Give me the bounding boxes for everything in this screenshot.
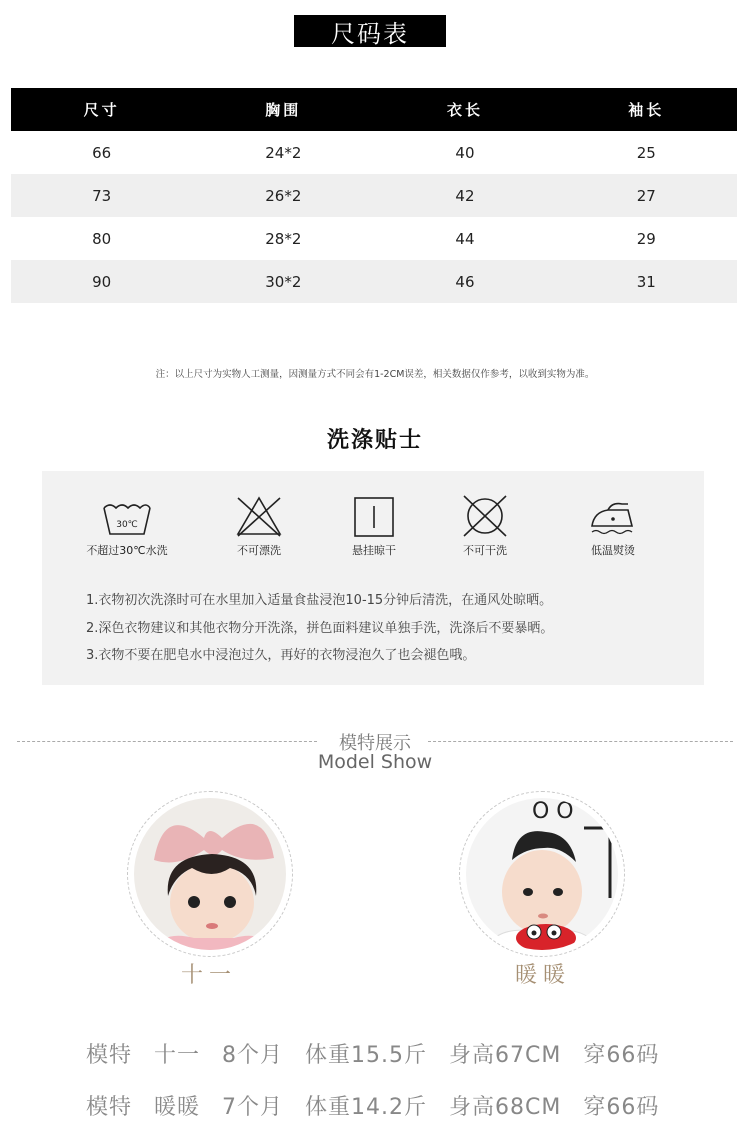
model-info-2 bbox=[86, 1090, 673, 1121]
info-label: 模特 bbox=[86, 1043, 133, 1068]
care-label-no-dry-clean: 不可干洗 bbox=[463, 544, 507, 557]
model-photo-image-1 bbox=[134, 798, 286, 950]
header-size: 尺寸 bbox=[11, 88, 192, 131]
model-photo-2 bbox=[459, 791, 625, 957]
care-item-no-dry-clean bbox=[425, 494, 545, 558]
cell-chest: 30*2 bbox=[192, 260, 374, 303]
care-item-wash bbox=[67, 494, 187, 558]
tip-item: 1.衣物初次洗涤时可在水里加入适量食盐浸泡10-15分钟后清洗，在通风处晾晒。 bbox=[86, 593, 553, 608]
care-label-low-iron: 低温熨烫 bbox=[591, 544, 635, 557]
size-table bbox=[11, 88, 737, 303]
care-label-wash: 不超过30℃水洗 bbox=[86, 544, 168, 557]
info-size: 穿66码 bbox=[583, 1043, 660, 1068]
model-photo-1 bbox=[127, 791, 293, 957]
info-height: 身高67CM bbox=[449, 1043, 562, 1068]
no-dry-clean-icon bbox=[458, 494, 512, 538]
model-name-1: 十一 bbox=[180, 963, 237, 988]
model-name-2: 暖暖 bbox=[514, 963, 571, 988]
cell-sleeve: 29 bbox=[636, 229, 656, 248]
model-show-title-en: Model Show bbox=[317, 751, 433, 773]
cell-size: 90 bbox=[11, 260, 192, 303]
header-chest: 胸围 bbox=[192, 88, 374, 131]
care-label-hang-dry: 悬挂晾干 bbox=[352, 544, 396, 557]
table-row bbox=[11, 174, 737, 217]
care-item-no-bleach bbox=[199, 494, 319, 558]
baby-boy-illustration bbox=[466, 798, 618, 950]
no-bleach-icon bbox=[232, 494, 286, 538]
table-row bbox=[11, 217, 737, 260]
tip-item: 3.衣物不要在肥皂水中浸泡过久，再好的衣物浸泡久了也会褪色哦。 bbox=[86, 648, 476, 663]
info-age: 8个月 bbox=[222, 1043, 284, 1068]
care-item-low-iron bbox=[553, 494, 673, 558]
info-size: 穿66码 bbox=[583, 1095, 660, 1120]
measurement-note: 注：以上尺寸为实物人工测量，因测量方式不同会有1-2CM误差，相关数据仅作参考，以收到实物为准。 bbox=[155, 369, 595, 380]
cell-chest: 26*2 bbox=[192, 174, 374, 217]
size-chart-title: 尺码表 bbox=[294, 15, 446, 47]
cell-length: 40 bbox=[455, 143, 475, 162]
cell-sleeve: 27 bbox=[556, 174, 737, 217]
info-weight: 体重15.5斤 bbox=[305, 1043, 428, 1068]
care-item-hang-dry bbox=[314, 494, 434, 558]
hang-dry-icon bbox=[347, 494, 401, 538]
cell-length: 46 bbox=[374, 260, 555, 303]
model-info-1 bbox=[86, 1038, 673, 1069]
cell-chest: 24*2 bbox=[265, 143, 302, 162]
cell-sleeve: 31 bbox=[556, 260, 737, 303]
svg-text:O O: O O bbox=[532, 799, 574, 824]
cell-length: 42 bbox=[374, 174, 555, 217]
table-row bbox=[11, 260, 737, 303]
info-name: 十一 bbox=[154, 1043, 201, 1068]
table-row bbox=[11, 131, 737, 174]
wash-temp: 30℃ bbox=[116, 520, 138, 530]
wash-30-icon bbox=[100, 494, 154, 538]
model-show-title-cn: 模特展示 bbox=[339, 733, 411, 754]
cell-chest: 28*2 bbox=[265, 229, 302, 248]
cell-length: 44 bbox=[455, 229, 475, 248]
info-label: 模特 bbox=[86, 1095, 133, 1120]
model-photo-image-2 bbox=[466, 798, 618, 950]
header-length: 衣长 bbox=[374, 88, 555, 131]
care-label-no-bleach: 不可漂洗 bbox=[237, 544, 281, 557]
cell-size: 73 bbox=[11, 174, 192, 217]
table-header-row bbox=[11, 88, 737, 131]
washing-tips bbox=[86, 587, 553, 670]
care-icons bbox=[42, 494, 704, 574]
info-name: 暖暖 bbox=[154, 1095, 201, 1120]
info-weight: 体重14.2斤 bbox=[305, 1095, 428, 1120]
header-sleeve: 袖长 bbox=[556, 88, 737, 131]
tip-item: 2.深色衣物建议和其他衣物分开洗涤，拼色面料建议单独手洗，洗涤后不要暴晒。 bbox=[86, 620, 554, 636]
baby-girl-illustration bbox=[134, 798, 286, 950]
low-temp-iron-icon bbox=[586, 494, 640, 538]
cell-size: 80 bbox=[92, 229, 112, 248]
info-height: 身高68CM bbox=[449, 1095, 562, 1120]
cell-size: 66 bbox=[92, 143, 112, 162]
info-age: 7个月 bbox=[222, 1095, 284, 1120]
cell-sleeve: 25 bbox=[636, 143, 656, 162]
washing-title: 洗涤贴士 bbox=[326, 428, 423, 453]
